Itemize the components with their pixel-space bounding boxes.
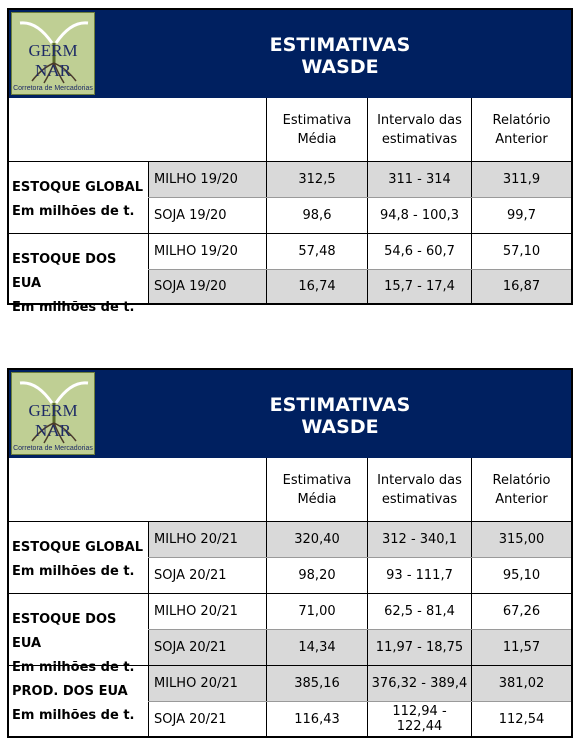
- prev-cell: 311,9: [471, 162, 571, 197]
- group-label: ESTOQUE GLOBAL Em milhões de t.: [12, 540, 143, 579]
- range-cell: 94,8 - 100,3: [367, 198, 471, 233]
- range-cell: 376,32 - 389,4: [367, 666, 471, 701]
- product-cell: MILHO 20/21: [148, 666, 266, 701]
- group-label: ESTOQUE GLOBAL Em milhões de t.: [12, 180, 143, 219]
- table-body: [9, 458, 571, 738]
- col-header-estimate: Estimativa Média: [266, 98, 367, 161]
- avg-cell: 116,43: [266, 702, 367, 736]
- prev-cell: 16,87: [471, 270, 571, 303]
- product-cell: MILHO 19/20: [148, 234, 266, 269]
- range-cell: 15,7 - 17,4: [367, 270, 471, 303]
- avg-cell: 312,5: [266, 162, 367, 197]
- prev-cell: 95,10: [471, 558, 571, 593]
- page-title: [209, 34, 471, 78]
- product-cell: SOJA 20/21: [148, 702, 266, 736]
- table-row: [9, 162, 571, 197]
- prev-cell: 315,00: [471, 522, 571, 557]
- title-line-1: ESTIMATIVAS: [269, 394, 411, 416]
- product-cell: MILHO 20/21: [148, 594, 266, 629]
- title-line-2: WASDE: [301, 416, 379, 438]
- table-body: [9, 98, 571, 315]
- range-cell: 11,97 - 18,75: [367, 630, 471, 665]
- logo-subtitle: Corretora de Mercadorias: [13, 445, 93, 452]
- range-cell: 93 - 111,7: [367, 558, 471, 593]
- logo-brand-text: GERM NAR: [28, 41, 78, 80]
- avg-cell: 16,74: [266, 270, 367, 303]
- table-header-banner: [9, 370, 571, 458]
- range-cell: 112,94 - 122,44: [367, 702, 471, 736]
- product-cell: SOJA 19/20: [148, 270, 266, 303]
- group-label: ESTOQUE DOS EUA Em milhões de t.: [12, 252, 135, 315]
- range-cell: 312 - 340,1: [367, 522, 471, 557]
- avg-cell: 57,48: [266, 234, 367, 269]
- table-row: [9, 702, 571, 736]
- column-header-row: [9, 98, 571, 161]
- prev-cell: 57,10: [471, 234, 571, 269]
- wasde-table-2020-21: [7, 368, 573, 738]
- col-header-previous: Relatório Anterior: [471, 98, 571, 161]
- prev-cell: 11,57: [471, 630, 571, 665]
- table-header-banner: [9, 10, 571, 98]
- germinar-logo: [11, 12, 95, 95]
- table-row: [9, 198, 571, 233]
- table-row: [9, 234, 571, 269]
- table-row: [9, 558, 571, 593]
- product-cell: SOJA 20/21: [148, 630, 266, 665]
- empty-header-cell: [9, 458, 266, 521]
- wasde-table-2019-20: [7, 8, 573, 315]
- avg-cell: 385,16: [266, 666, 367, 701]
- col-header-range: Intervalo das estimativas: [367, 458, 471, 521]
- range-cell: 62,5 - 81,4: [367, 594, 471, 629]
- avg-cell: 320,40: [266, 522, 367, 557]
- range-cell: 311 - 314: [367, 162, 471, 197]
- range-cell: 54,6 - 60,7: [367, 234, 471, 269]
- logo-subtitle: Corretora de Mercadorias: [13, 85, 93, 92]
- empty-header-cell: [9, 98, 266, 161]
- group-label: ESTOQUE DOS EUA Em milhões de t.: [12, 612, 135, 675]
- product-cell: MILHO 20/21: [148, 522, 266, 557]
- table-row: [9, 630, 571, 665]
- germinar-logo: [11, 372, 95, 455]
- group-label: PROD. DOS EUA Em milhões de t.: [12, 684, 135, 723]
- title-line-1: ESTIMATIVAS: [269, 34, 411, 56]
- avg-cell: 14,34: [266, 630, 367, 665]
- prev-cell: 99,7: [471, 198, 571, 233]
- title-line-2: WASDE: [301, 56, 379, 78]
- table-row: [9, 594, 571, 629]
- prev-cell: 67,26: [471, 594, 571, 629]
- col-header-previous: Relatório Anterior: [471, 458, 571, 521]
- product-cell: SOJA 20/21: [148, 558, 266, 593]
- product-cell: MILHO 19/20: [148, 162, 266, 197]
- table-row: [9, 270, 571, 303]
- table-row: [9, 666, 571, 701]
- avg-cell: 71,00: [266, 594, 367, 629]
- col-header-estimate: Estimativa Média: [266, 458, 367, 521]
- column-header-row: [9, 458, 571, 521]
- logo-brand-text: GERM NAR: [28, 401, 78, 440]
- prev-cell: 381,02: [471, 666, 571, 701]
- page-title: [209, 394, 471, 438]
- prev-cell: 112,54: [471, 702, 571, 736]
- avg-cell: 98,6: [266, 198, 367, 233]
- product-cell: SOJA 19/20: [148, 198, 266, 233]
- col-header-range: Intervalo das estimativas: [367, 98, 471, 161]
- avg-cell: 98,20: [266, 558, 367, 593]
- table-row: [9, 522, 571, 557]
